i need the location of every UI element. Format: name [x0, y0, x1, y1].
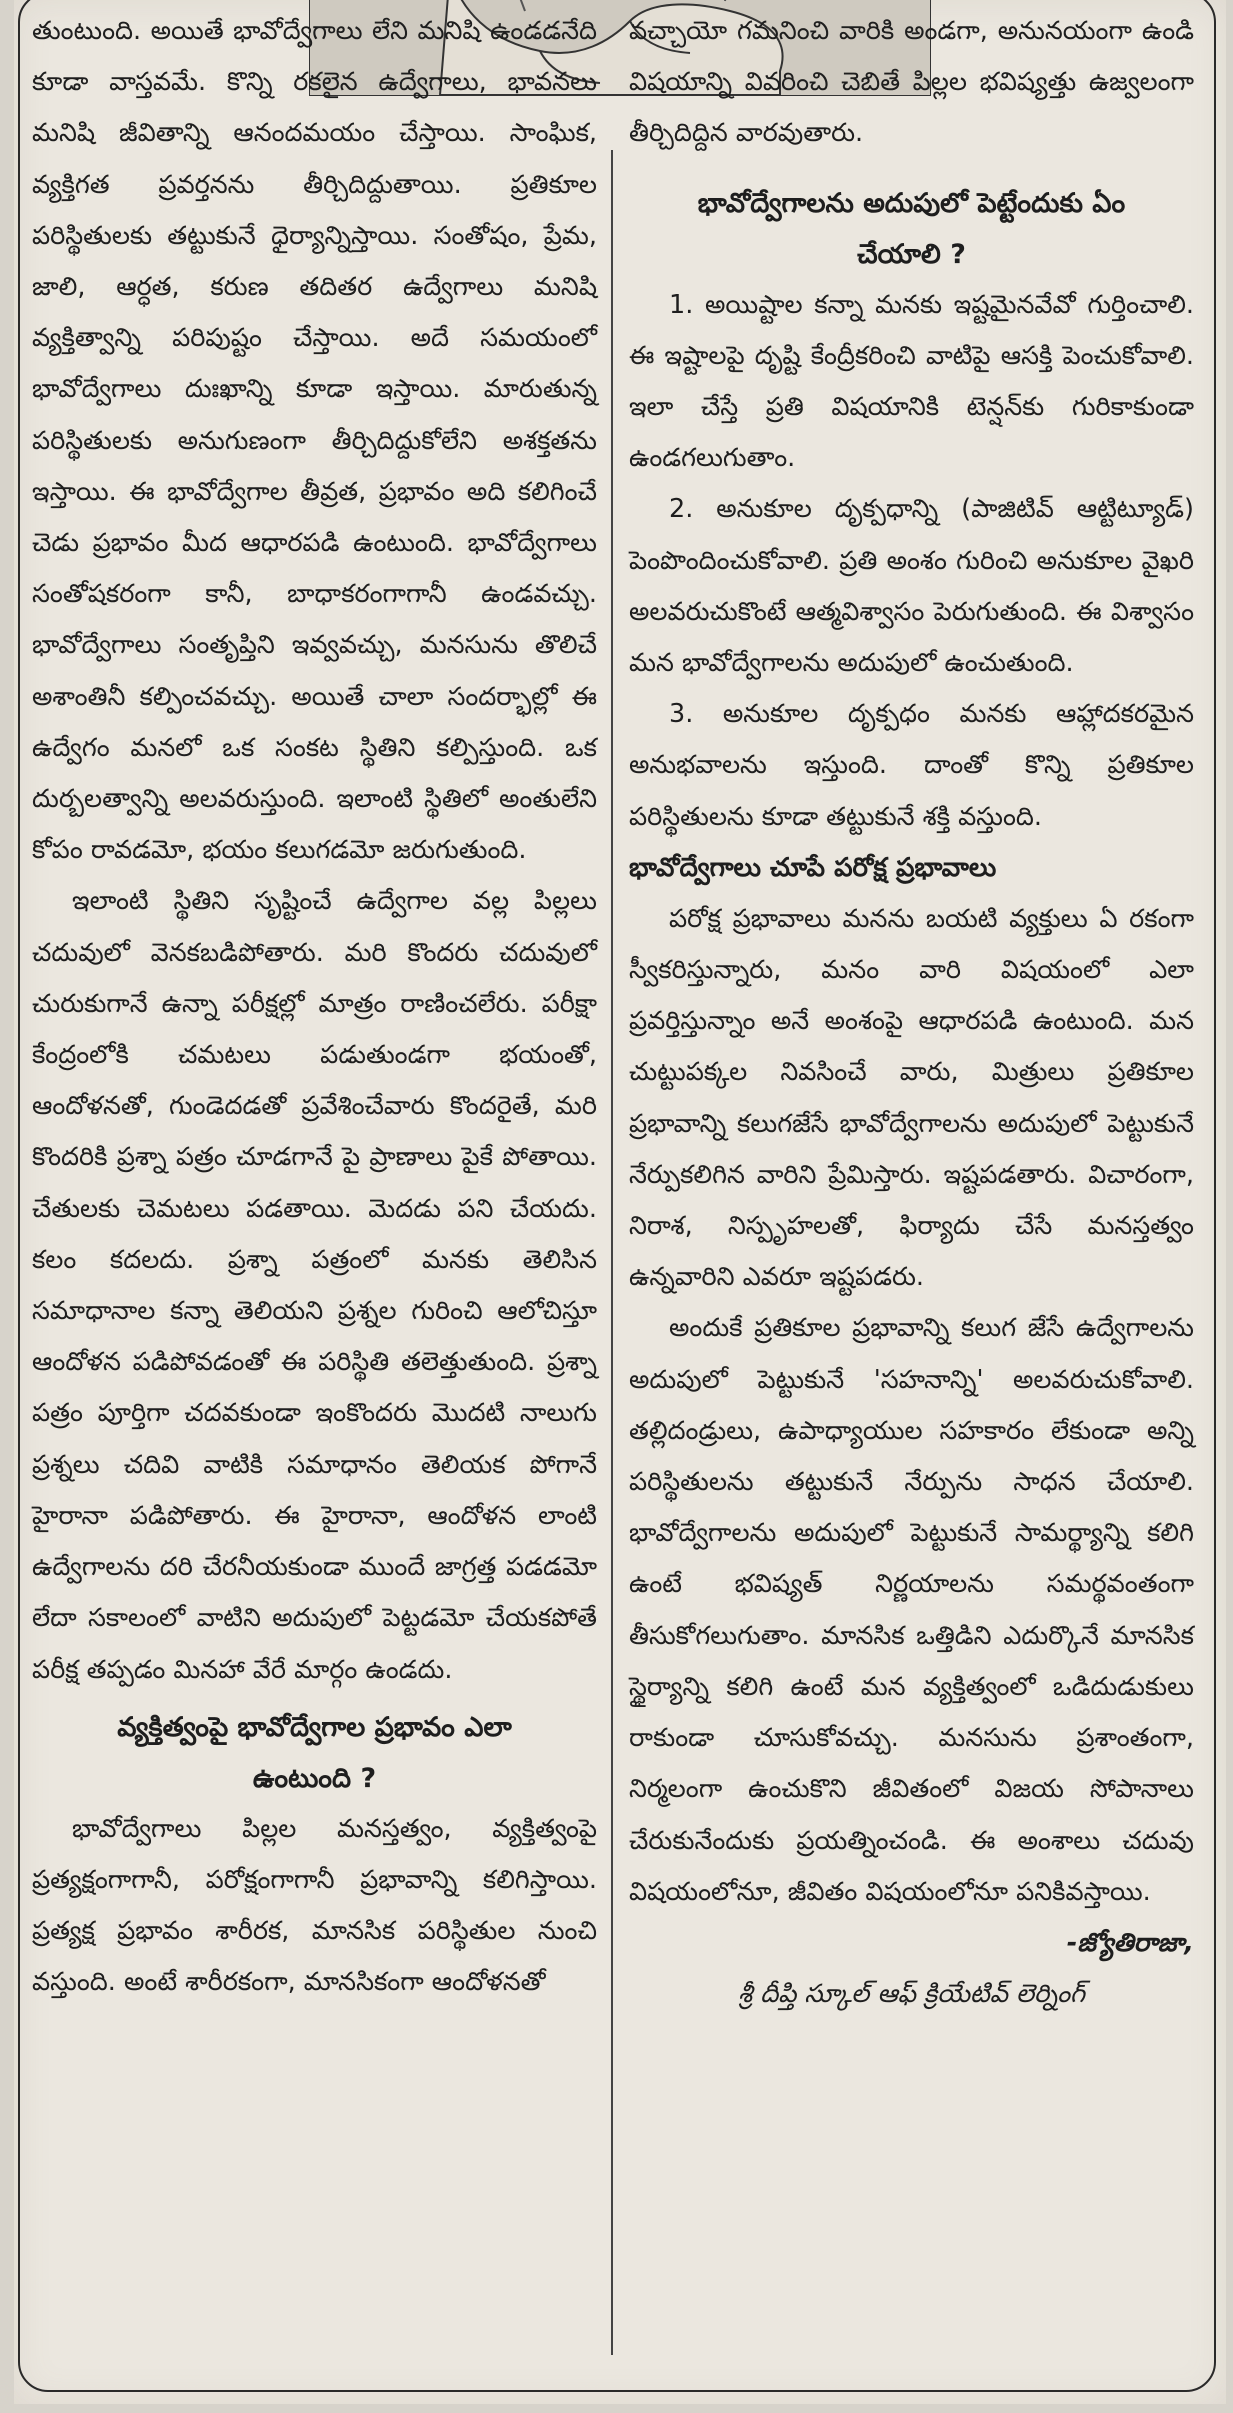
left-paragraph-3: భావోద్వేగాలు పిల్లల మనస్తత్వం, వ్యక్తిత్వంపై ప్రత్యక్షంగాగానీ, పరోక్షంగాగానీ ప్రభావాన్ని కలిగిస్తాయి. ప్రత్యక్ష ప్రభావం శారీరక, మానసిక పరిస్థితుల నుంచి వస్తుంది. అంటే శారీరకంగా, మానసికంగా ఆందోళనతో [32, 1813, 597, 1998]
author-signature: -జ్యోతిరాజా, [1066, 1927, 1194, 1958]
right-column [629, 0, 1194, 2020]
left-paragraph-1: తుంటుంది. అయితే భావోద్వేగాలు లేని మనిషి ఉండడనేది కూడా వాస్తవమే. కొన్ని రకలైన ఉద్వేగాలు, భావనలు మనిషి జీవితాన్ని ఆనందమయం చేస్తాయి. సాంఘిక, వ్యక్తిగత ప్రవర్తనను తీర్చిదిద్దుతాయి. ప్రతికూల పరిస్థితులకు తట్టుకునే ధైర్యాన్నిస్తాయి. సంతోషం, ప్రేమ, జాలి, ఆర్ధత, కరుణ తదితర ఉద్వేగాలు మనిషి వ్యక్తిత్వాన్ని పరిపుష్టం చేస్తాయి. అదే సమయంలో భావోద్వేగాలు దుఃఖాన్ని కూడా ఇస్తాయి. మారుతున్న పరిస్థితులకు అనుగుణంగా తీర్చిదిద్దుకోలేని అశక్తతను ఇస్తాయి. ఈ భావోద్వేగాల తీవ్రత, ప్రభావం అది కలిగించే చెడు ప్రభావం మీద ఆధారపడి ఉంటుంది. భావోద్వేగాలు సంతోషకరంగా కానీ, బాధాకరంగాగానీ ఉండవచ్చు. భావోద్వేగాలు సంతృప్తిని ఇవ్వవచ్చు, మనసును తొలిచే అశాంతినీ కల్పించవచ్చు. అయితే చాలా సందర్భాల్లో ఈ ఉద్వేగం మనలో ఒక సంకట స్థితిని కల్పిస్తుంది. ఒక దుర్బలత్వాన్ని అలవరుస్తుంది. ఇలాంటి స్థితిలో అంతులేని కోపం రావడమో, భయం కలుగడమో జరుగుతుంది. [32, 16, 597, 866]
column-divider [611, 150, 613, 2355]
right-section-heading-2: భావోద్వేగాలు చూపే పరోక్ష ప్రభావాలు [629, 852, 997, 883]
newspaper-page [14, 0, 1226, 2404]
right-point-1: 1. అయిష్టాల కన్నా మనకు ఇష్టమైనవేవో గుర్తించాలి. ఈ ఇష్టాలపై దృష్టి కేంద్రీకరించి వాటిపై ఆసక్తి పెంచుకోవాలి. ఇలా చేస్తే ప్రతి విషయానికి టెన్షన్‌కు గురికాకుండా ఉండగలుగుతాం. [629, 289, 1194, 474]
author-affiliation: శ్రీ దీప్తి స్కూల్ ఆఫ్ క్రియేటివ్ లెర్నింగ్ [738, 1979, 1085, 2010]
right-paragraph-0: వచ్చాయో గమనించి వారికి అండగా, అనునయంగా ఉండి విషయాన్ని వివరించి చెబితే పిల్లల భవిష్యత్తు ఉజ్వలంగా తీర్చిదిద్దిన వారవుతారు. [629, 16, 1194, 149]
left-paragraph-2: ఇలాంటి స్థితిని సృష్టించే ఉద్వేగాల వల్ల పిల్లలు చదువులో వెనకబడిపోతారు. మరి కొందరు చదువులో చురుకుగానే ఉన్నా పరీక్షల్లో మాత్రం రాణించలేరు. పరీక్షా కేంద్రంలోకి చమటలు పడుతుండగా భయంతో, ఆందోళనతో, గుండెదడతో ప్రవేశించేవారు కొందరైతే, మరి కొందరికి ప్రశ్నా పత్రం చూడగానే పై ప్రాణాలు పైకే పోతాయి. చేతులకు చెమటలు పడతాయి. మెదడు పని చేయదు. కలం కదలదు. ప్రశ్నా పత్రంలో మనకు తెలిసిన సమాధానాల కన్నా తెలియని ప్రశ్నల గురించి ఆలోచిస్తూ ఆందోళన పడిపోవడంతో ఈ పరిస్థితి తలెత్తుతుంది. ప్రశ్నా పత్రం పూర్తిగా చదవకుండా ఇంకొందరు మొదటి నాలుగు ప్రశ్నలు చదివి వాటికి సమాధానం తెలియక పోగానే హైరానా పడిపోతారు. ఈ హైరానా, ఆందోళన లాంటి ఉద్వేగాలను దరి చేరనీయకుండా ముందే జాగ్రత్త పడడమో లేదా సకాలంలో వాటిని అదుపులో పెట్టడమో చేయకపోతే పరీక్ష తప్పడం మినహా వేరే మార్గం ఉండదు. [32, 886, 597, 1685]
right-point-3: 3. అనుకూల దృక్పధం మనకు ఆహ్లాదకరమైన అనుభవాలను ఇస్తుంది. దాంతో కొన్ని ప్రతికూల పరిస్థితులను కూడా తట్టుకునే శక్తి వస్తుంది. [629, 699, 1194, 832]
right-section-heading-1: భావోద్వేగాలను అదుపులో పెట్టేందుకు ఏం చేయాలి ? [697, 187, 1126, 270]
left-section-heading: వ్యక్తిత్వంపై భావోద్వేగాల ప్రభావం ఎలా ఉంటుంది ? [117, 1711, 512, 1794]
right-paragraph-4: పరోక్ష ప్రభావాలు మనను బయటి వ్యక్తులు ఏ రకంగా స్వీకరిస్తున్నారు, మనం వారి విషయంలో ఎలా ప్రవర్తిస్తున్నాం అనే అంశంపై ఆధారపడి ఉంటుంది. మన చుట్టుపక్కల నివసించే వారు, మిత్రులు ప్రతికూల ప్రభావాన్ని కలుగజేసే భావోద్వేగాలను అదుపులో పెట్టుకునే నేర్పుకలిగిన వారిని ప్రేమిస్తారు. ఇష్టపడతారు. విచారంగా, నిరాశ, నిస్పృహలతో, ఫిర్యాదు చేసే మనస్తత్వం ఉన్నవారిని ఎవరూ ఇష్టపడరు. [629, 903, 1194, 1293]
right-paragraph-5: అందుకే ప్రతికూల ప్రభావాన్ని కలుగ జేసే ఉద్వేగాలను అదుపులో పెట్టుకునే 'సహనాన్ని' అలవరుచుకోవాలి. తల్లిదండ్రులు, ఉపాధ్యాయుల సహకారం లేకుండా అన్ని పరిస్థితులను తట్టుకునే నేర్పును సాధన చేయాలి. భావోద్వేగాలను అదుపులో పెట్టుకునే సామర్థ్యాన్ని కలిగి ఉంటే భవిష్యత్ నిర్ణయాలను సమర్థవంతంగా తీసుకోగలుగుతాం. మానసిక ఒత్తిడిని ఎదుర్కొనే మానసిక స్థైర్యాన్ని కలిగి ఉంటే మన వ్యక్తిత్వంలో ఒడిదుడుకులు రాకుండా చూసుకోవచ్చు. మనసును ప్రశాంతంగా, నిర్మలంగా ఉంచుకొని జీవితంలో విజయ సోపానాలు చేరుకునేందుకు ప్రయత్నించండి. ఈ అంశాలు చదువు విషయంలోనూ, జీవితం విషయంలోనూ పనికివస్తాయి. [629, 1313, 1194, 1907]
left-column [32, 0, 597, 2009]
right-point-2: 2. అనుకూల దృక్పధాన్ని (పాజిటివ్ ఆట్టిట్యూడ్) పెంపొందించుకోవాలి. ప్రతి అంశం గురించి అనుకూల వైఖరి అలవరుచుకొంటే ఆత్మవిశ్వాసం పెరుగుతుంది. ఈ విశ్వాసం మన భావోద్వేగాలను అదుపులో ఉంచుతుంది. [629, 494, 1194, 679]
